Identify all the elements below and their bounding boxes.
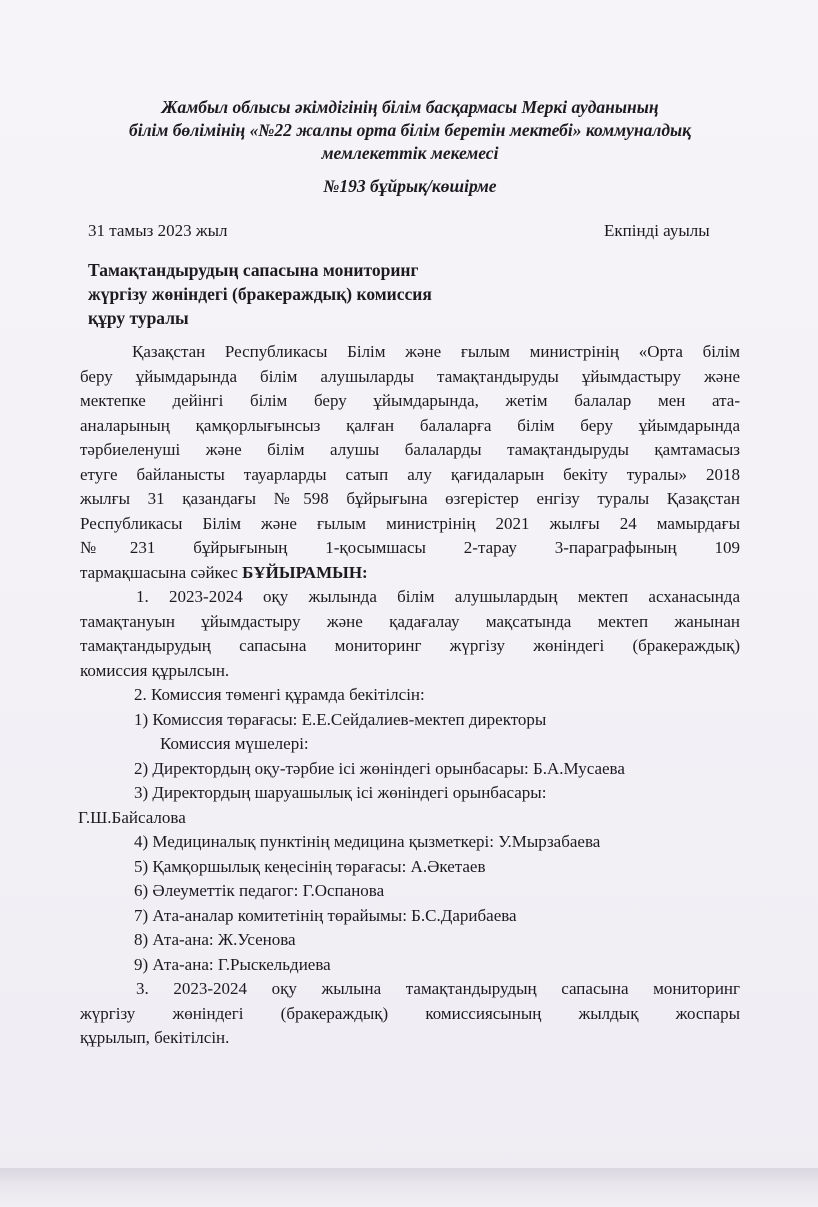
order-date: 31 тамыз 2023 жыл (88, 221, 228, 240)
commission-member: 4) Медициналық пунктінің медицина қызметкері: У.Мырзабаева (134, 832, 601, 851)
item-1-line: тамақтануын ұйымдастыру және қадағалау мақсатында мектеп жанынан (80, 611, 740, 631)
item-2-title: 2. Комиссия төменгі құрамда бекітілсін: (134, 685, 425, 704)
commission-member: 7) Ата-аналар комитетінің төрайымы: Б.С.Дарибаева (134, 905, 517, 925)
item-3-paragraph (80, 977, 740, 1051)
org-header (60, 96, 760, 165)
subject-line-1: Тамақтандырудың сапасына мониторинг (88, 260, 419, 280)
members-label: Комиссия мүшелері: (160, 734, 309, 753)
commission-member: 5) Қамқоршылық кеңесінің төрағасы: А.Әкетаев (134, 856, 486, 876)
item-1-line: 1. 2023-2024 оқу жылында білім алушылардың мектеп асханасында (136, 587, 740, 606)
order-word: БҰЙЫРАМЫН: (242, 562, 368, 582)
commission-member-name: Г.Ш.Байсалова (78, 807, 186, 827)
order-place: Екпінді ауылы (604, 221, 710, 240)
commission-member: 2) Директордың оқу-тәрбие ісі жөніндегі орынбасары: Б.А.Мусаева (134, 758, 625, 778)
preamble-last-text: тармақшасына сәйкес (80, 562, 238, 582)
order-title: №193 бұйрық/көшірме (323, 176, 497, 196)
preamble-line: мектепке дейінгі білім беру ұйымдарында, жетім балалар мен ата- (80, 391, 740, 410)
org-header-line-3: мемлекеттік мекемесі (321, 143, 499, 163)
item-3-last-line: құрылып, бекітілсін. (80, 1028, 230, 1047)
paper-fold-shadow (0, 1168, 818, 1207)
order-body (80, 340, 740, 1051)
item-2-list (80, 683, 740, 977)
org-header-line-2: білім бөлімінің «№22 жалпы орта білім беретін мектебі» коммуналдық (128, 120, 692, 140)
item-3-line: 3. 2023-2024 оқу жылына тамақтандырудың сапасына мониторинг (136, 979, 740, 998)
preamble-last-line (80, 561, 740, 586)
preamble-line: беру ұйымдарында білім алушыларды тамақтандыруды ұйымдастыру және (80, 366, 740, 386)
commission-member: 8) Ата-ана: Ж.Усенова (134, 930, 296, 949)
commission-member: 9) Ата-ана: Г.Рыскельдиева (134, 954, 331, 974)
item-3-line: жүргізу жөніндегі (бракераждық) комиссиясының жылдық жоспары (80, 1003, 740, 1023)
commission-chair: 1) Комиссия төрағасы: Е.Е.Сейдалиев-мектеп директоры (134, 709, 547, 729)
commission-member: 3) Директордың шаруашылық ісі жөніндегі орынбасары: (134, 783, 547, 802)
preamble-line: аналарының қамқорлығынсыз қалған балаларға білім беру ұйымдарында (80, 415, 740, 435)
org-header-line-1: Жамбыл облысы әкімдігінің білім басқармасы Меркі ауданының (161, 97, 659, 117)
preamble-line: Республикасы Білім және ғылым министрінің 2021 жылғы 24 мамырдағы (80, 513, 740, 533)
preamble-line: тәрбиеленуші және білім алушы балаларды тамақтандыруды қамтамасыз (80, 440, 740, 459)
preamble-paragraph (80, 340, 740, 585)
item-1-paragraph (80, 585, 740, 683)
preamble-line: Қазақстан Республикасы Білім және ғылым министрінің «Орта білім (132, 342, 740, 361)
subject-line-3: құру туралы (88, 308, 189, 328)
order-subject (88, 258, 432, 330)
item-1-line: тамақтандырудың сапасына мониторинг жүргізу жөніндегі (бракераждық) (80, 636, 740, 655)
subject-line-2: жүргізу жөніндегі (бракераждық) комиссия (88, 284, 432, 304)
preamble-line: №231 бұйрығының 1-қосымшасы 2-тарау 3-параграфының 109 (80, 538, 740, 557)
preamble-line: жылғы 31 қазандағы №598 бұйрығына өзгерістер енгізу туралы Қазақстан (80, 489, 740, 508)
item-1-last-line: комиссия құрылсын. (80, 660, 230, 680)
preamble-line: етуге байланысты тауарларды сатып алу қағидаларын бекіту туралы» 2018 (80, 464, 740, 484)
commission-member: 6) Әлеуметтік педагог: Г.Оспанова (134, 881, 385, 900)
